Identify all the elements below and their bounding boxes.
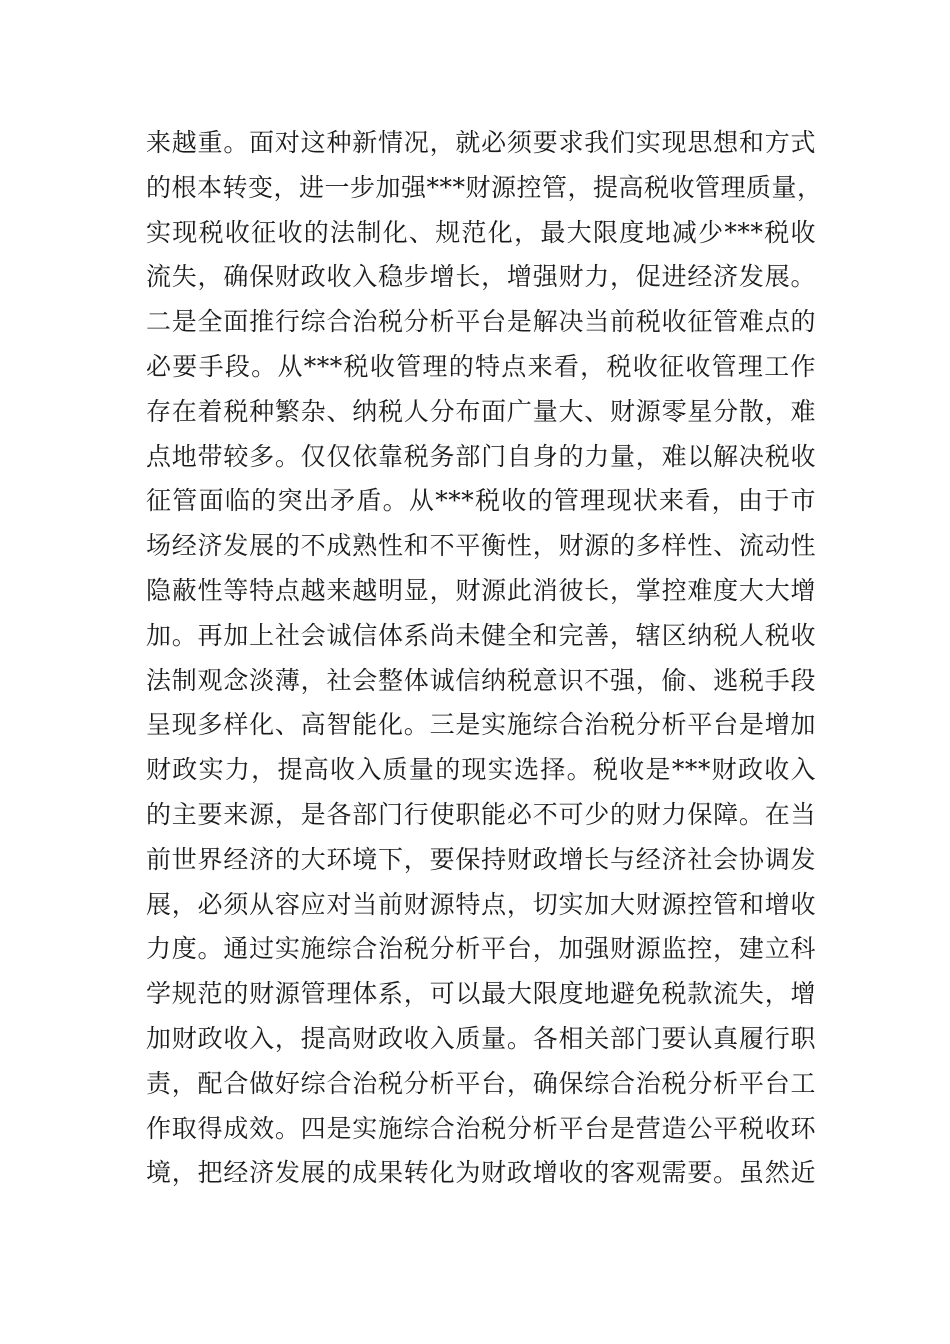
text-line: 法制观念淡薄，社会整体诚信纳税意识不强，偷、逃税手段 [146,665,816,695]
text-line: 实现税收征收的法制化、规范化，最大限度地减少***税收 [146,217,816,247]
text-line: 加财政收入，提高财政收入质量。各相关部门要认真履行职 [146,1023,816,1053]
text-line: 流失，确保财政收入稳步增长，增强财力，促进经济发展。 [146,262,816,292]
text-line: 作取得成效。四是实施综合治税分析平台是营造公平税收环 [146,1113,816,1143]
text-line: 加。再加上社会诚信体系尚未健全和完善，辖区纳税人税收 [146,620,816,650]
text-line: 境，把经济发展的成果转化为财政增收的客观需要。虽然近 [146,1158,816,1188]
text-line: 前世界经济的大环境下，要保持财政增长与经济社会协调发 [146,844,816,874]
text-line: 存在着税种繁杂、纳税人分布面广量大、财源零星分散，难 [146,396,816,426]
text-line: 点地带较多。仅仅依靠税务部门自身的力量，难以解决税收 [146,441,816,471]
text-line: 呈现多样化、高智能化。三是实施综合治税分析平台是增加 [146,710,816,740]
text-line: 二是全面推行综合治税分析平台是解决当前税收征管难点的 [146,307,816,337]
text-line: 征管面临的突出矛盾。从***税收的管理现状来看，由于市 [146,486,816,516]
text-line: 力度。通过实施综合治税分析平台，加强财源监控，建立科 [146,934,816,964]
text-line: 的根本转变，进一步加强***财源控管，提高税收管理质量， [146,172,823,202]
text-line: 财政实力，提高收入质量的现实选择。税收是***财政收入 [146,755,816,785]
text-line: 责，配合做好综合治税分析平台，确保综合治税分析平台工 [146,1068,816,1098]
text-line: 展，必须从容应对当前财源特点，切实加大财源控管和增收 [146,889,816,919]
text-line: 来越重。面对这种新情况，就必须要求我们实现思想和方式 [146,128,816,157]
body-text [146,121,823,1196]
text-line: 隐蔽性等特点越来越明显，财源此消彼长，掌控难度大大增 [146,575,816,605]
text-line: 学规范的财源管理体系，可以最大限度地避免税款流失，增 [146,979,816,1009]
text-line: 的主要来源，是各部门行使职能必不可少的财力保障。在当 [146,799,816,829]
text-line: 场经济发展的不成熟性和不平衡性，财源的多样性、流动性 [146,531,816,561]
text-line: 必要手段。从***税收管理的特点来看，税收征收管理工作 [146,351,816,381]
